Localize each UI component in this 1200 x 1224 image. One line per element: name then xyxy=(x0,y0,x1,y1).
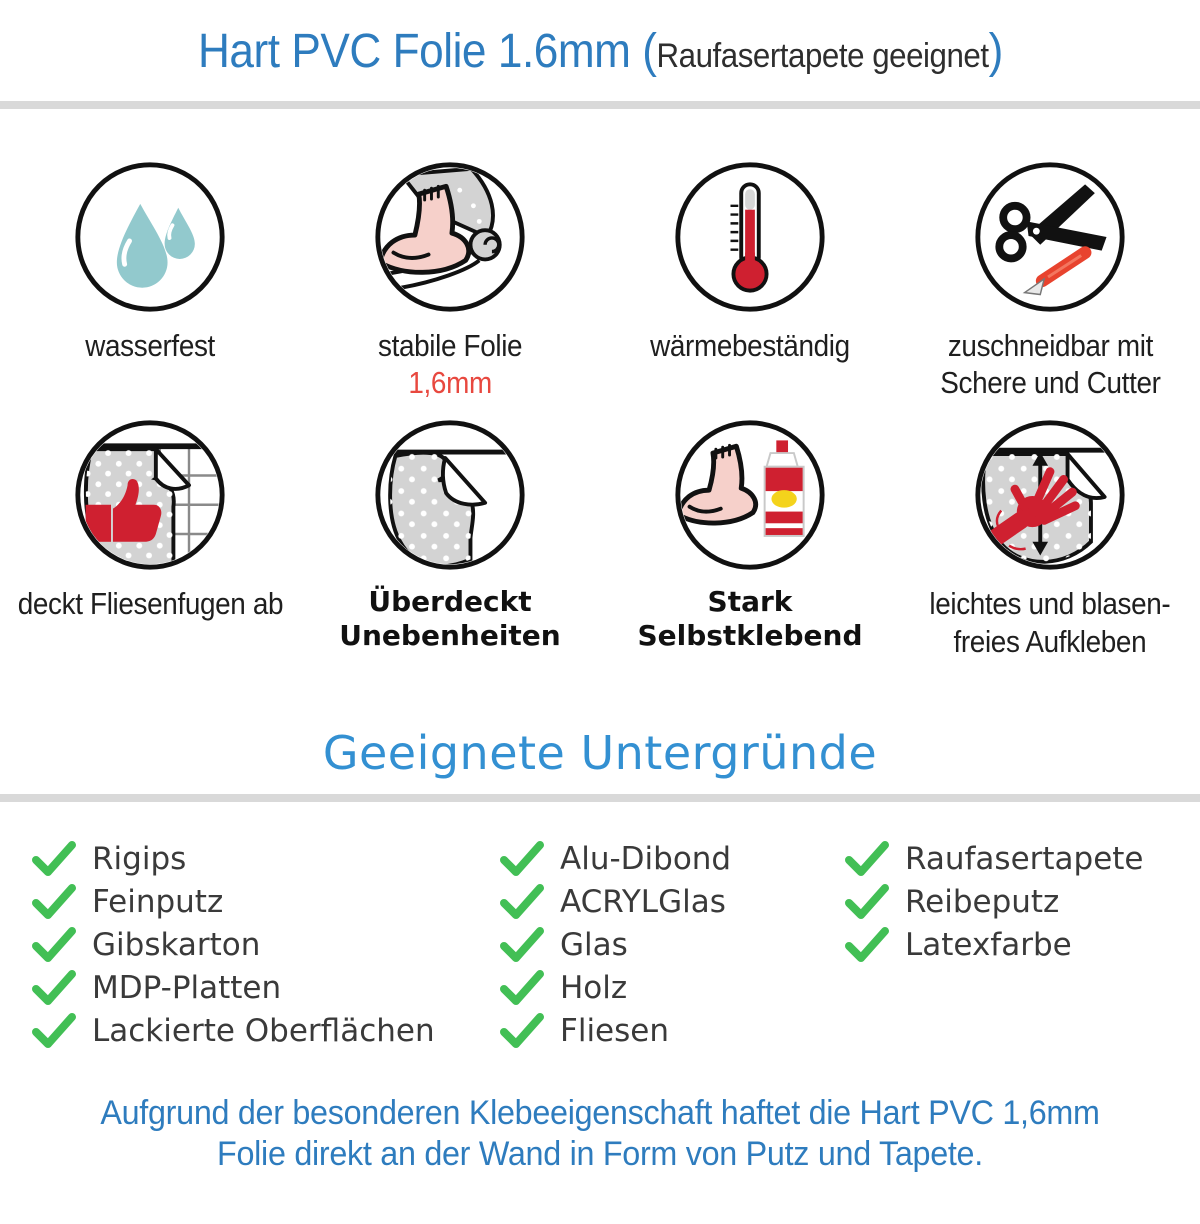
footer-line-2: Folie direkt an der Wand in Form von Putz und Tapete. xyxy=(217,1135,983,1174)
list-item: Glas xyxy=(500,924,845,967)
feature-caption: deckt Fliesenfugen ab xyxy=(17,586,283,622)
divider-substrates xyxy=(0,794,1200,802)
green-checkmark-icon xyxy=(845,927,889,963)
muscle-foil-roll-icon xyxy=(372,159,528,315)
green-checkmark-icon xyxy=(500,884,544,920)
feature-caption: stabile Folie 1,6mm xyxy=(377,328,523,401)
list-item: Rigips xyxy=(32,838,500,881)
list-item: Lackierte Oberflächen xyxy=(32,1010,500,1053)
hand-smoothing-icon xyxy=(972,417,1128,573)
list-item: Reibeputz xyxy=(845,881,1200,924)
substrates-heading: Geeignete Untergründe xyxy=(322,725,878,780)
title-close-paren: ) xyxy=(988,25,1003,78)
feature-caption: wasserfest xyxy=(85,328,215,363)
green-checkmark-icon xyxy=(845,884,889,920)
substrates-column-1 xyxy=(32,838,500,1053)
title-open-paren: ( xyxy=(641,25,657,78)
feature-wasserfest xyxy=(72,159,228,401)
feature-grid xyxy=(0,159,1200,660)
list-item: Alu-Dibond xyxy=(500,838,845,881)
water-drops-icon xyxy=(72,159,228,315)
title-subtitle: Raufasertapete geeignet xyxy=(656,37,989,75)
list-item: Holz xyxy=(500,967,845,1010)
green-checkmark-icon xyxy=(500,970,544,1006)
foil-fold-icon xyxy=(372,417,528,573)
thermometer-icon xyxy=(672,159,828,315)
green-checkmark-icon xyxy=(500,927,544,963)
thickness-value: 1,6mm xyxy=(408,365,492,401)
feature-caption: Stark Selbstklebend xyxy=(637,585,863,652)
list-item: Feinputz xyxy=(32,881,500,924)
footer-note xyxy=(0,1093,1200,1176)
green-checkmark-icon xyxy=(32,884,76,920)
list-item: MDP-Platten xyxy=(32,967,500,1010)
title-main: Hart PVC Folie 1.6mm xyxy=(197,25,642,78)
list-item: Raufasertapete xyxy=(845,838,1200,881)
green-checkmark-icon xyxy=(32,970,76,1006)
feature-stabile-folie xyxy=(370,159,530,401)
substrates-column-2 xyxy=(500,838,845,1053)
feature-fliesenfugen xyxy=(3,417,298,659)
feature-selbstklebend xyxy=(637,417,862,659)
green-checkmark-icon xyxy=(32,841,76,877)
muscle-glue-tube-icon xyxy=(672,417,828,573)
green-checkmark-icon xyxy=(32,1013,76,1049)
footer-line-1: Aufgrund der besonderen Klebeeigenschaft haftet die Hart PVC 1,6mm xyxy=(100,1093,1100,1132)
list-item: ACRYLGlas xyxy=(500,881,845,924)
list-item: Gibskarton xyxy=(32,924,500,967)
green-checkmark-icon xyxy=(500,841,544,877)
green-checkmark-icon xyxy=(32,927,76,963)
feature-caption: wärmebeständig xyxy=(650,328,850,363)
feature-waermebestaendig xyxy=(639,159,861,401)
feature-caption: leichtes und blasen- freies Aufkleben xyxy=(929,586,1171,659)
substrates-column-3 xyxy=(845,838,1200,1053)
green-checkmark-icon xyxy=(500,1013,544,1049)
substrates-lists xyxy=(0,838,1200,1053)
tiles-thumb-up-icon xyxy=(72,417,228,573)
feature-unebenheiten xyxy=(339,417,560,659)
divider-top xyxy=(0,101,1200,109)
feature-caption: zuschneidbar mit Schere und Cutter xyxy=(939,328,1161,401)
green-checkmark-icon xyxy=(845,841,889,877)
list-item: Fliesen xyxy=(500,1010,845,1053)
page-title xyxy=(0,24,1200,79)
list-item: Latexfarbe xyxy=(845,924,1200,967)
feature-aufkleben xyxy=(916,417,1184,659)
scissors-cutter-icon xyxy=(972,159,1128,315)
feature-caption: Überdeckt Unebenheiten xyxy=(339,585,561,652)
feature-zuschneidbar xyxy=(928,159,1173,401)
